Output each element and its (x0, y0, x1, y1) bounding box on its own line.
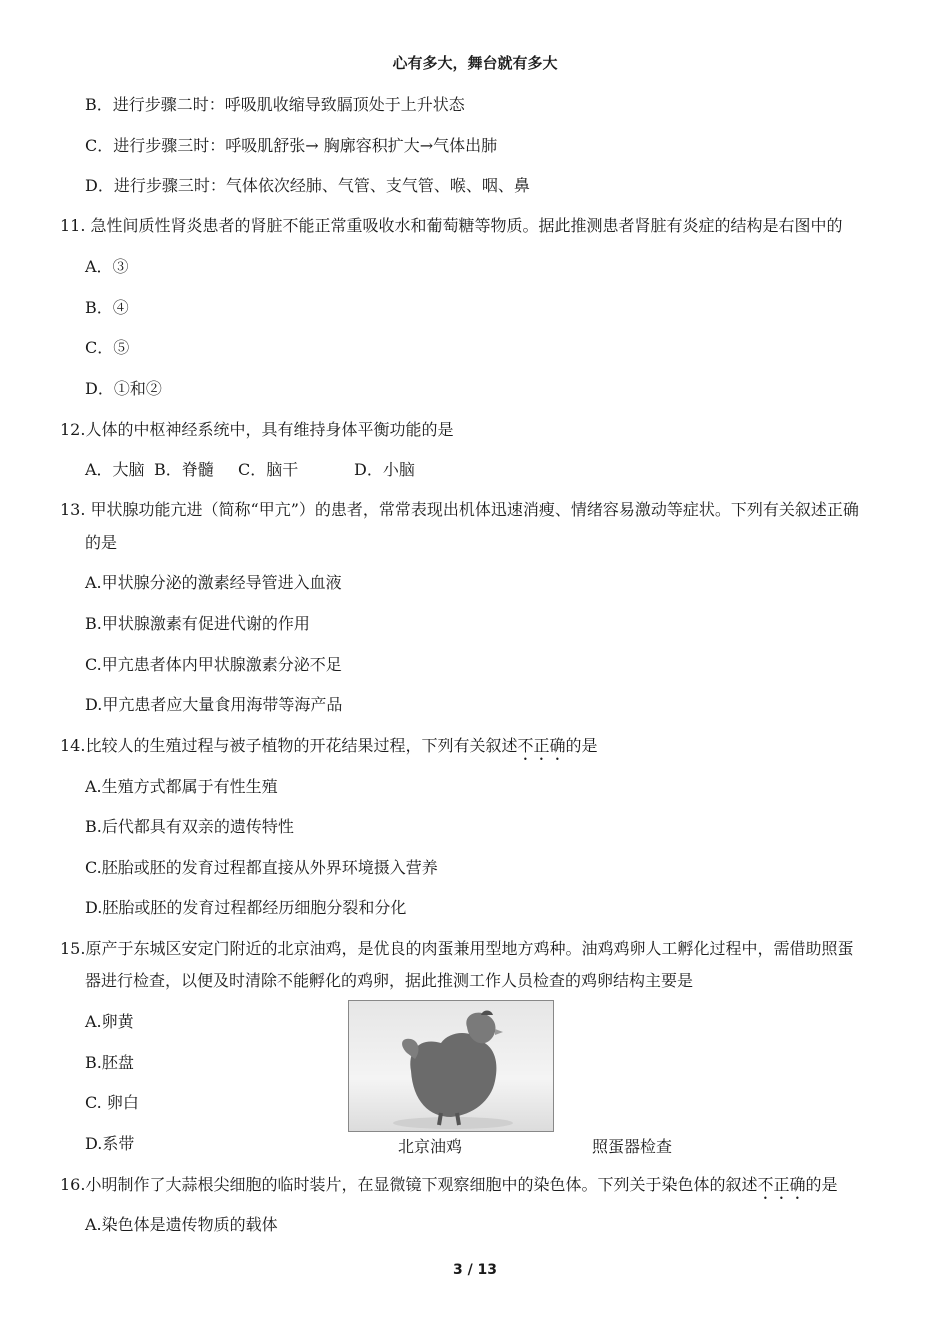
chicken-illustration (349, 1001, 553, 1131)
chicken-caption: 北京油鸡 (398, 1137, 463, 1156)
q10-option-b: B．进行步骤二时：呼吸肌收缩导致膈顶处于上升状态 (85, 95, 465, 114)
q12-stem: 12.人体的中枢神经系统中，具有维持身体平衡功能的是 (60, 420, 454, 439)
q15-option-c: C. 卵白 (85, 1093, 139, 1112)
q13-stem-line2: 的是 (85, 533, 118, 552)
q12-option-a: A．大脑 (85, 460, 145, 479)
q15-option-d: D.系带 (85, 1134, 135, 1153)
q15-option-b: B.胚盘 (85, 1053, 134, 1072)
q11-option-d: D．①和② (85, 379, 162, 398)
q14-stem-post: 的是 (565, 736, 598, 755)
q11-stem: 11. 急性间质性肾炎患者的肾脏不能正常重吸收水和葡萄糖等物质。据此推测患者肾脏有炎症的结构是右图中的 (60, 216, 843, 235)
q14-stem-pre: 14.比较人的生殖过程与被子植物的开花结果过程，下列有关叙述 (60, 736, 518, 755)
q14-stem-emphasis: 不正确 (517, 736, 566, 755)
q11-option-c: C．⑤ (85, 338, 130, 357)
q13-option-d: D.甲亢患者应大量食用海带等海产品 (85, 695, 343, 714)
q15-option-a: A.卵黄 (85, 1012, 134, 1031)
page-number: 3 / 13 (452, 1262, 498, 1278)
q12-option-d: D．小脑 (354, 460, 415, 479)
q13-option-b: B.甲状腺激素有促进代谢的作用 (85, 614, 310, 633)
q10-option-d: D．进行步骤三时：气体依次经肺、气管、支气管、喉、咽、鼻 (85, 176, 530, 195)
q16-stem-emphasis: 不正确 (757, 1175, 806, 1194)
q13-option-a: A.甲状腺分泌的激素经导管进入血液 (85, 573, 342, 592)
q13-option-c: C.甲亢患者体内甲状腺激素分泌不足 (85, 655, 342, 674)
q10-option-c: C．进行步骤三时：呼吸肌舒张→ 胸廓容积扩大→气体出肺 (85, 136, 498, 155)
q14-option-c: C.胚胎或胚的发育过程都直接从外界环境摄入营养 (85, 858, 438, 877)
q14-stem (60, 735, 597, 764)
q14-option-b: B.后代都具有双亲的遗传特性 (85, 817, 294, 836)
chicken-photo (348, 1000, 554, 1132)
q11-option-a: A．③ (85, 257, 129, 276)
q11-option-b: B．④ (85, 298, 129, 317)
q14-option-d: D.胚胎或胚的发育过程都经历细胞分裂和分化 (85, 898, 407, 917)
q16-stem-pre: 16.小明制作了大蒜根尖细胞的临时装片，在显微镜下观察细胞中的染色体。下列关于染色体的叙述 (60, 1175, 758, 1194)
q12-option-b: B．脊髓 (154, 460, 214, 479)
q14-option-a: A.生殖方式都属于有性生殖 (85, 777, 278, 796)
q15-stem-line2: 器进行检查，以便及时清除不能孵化的鸡卵，据此推测工作人员检查的鸡卵结构主要是 (85, 971, 694, 990)
page-header: 心有多大，舞台就有多大 (392, 54, 558, 72)
q16-stem-post: 的是 (805, 1175, 838, 1194)
q12-option-c: C．脑干 (238, 460, 299, 479)
q16-stem (60, 1174, 837, 1203)
q13-stem-line1: 13. 甲状腺功能亢进（简称“甲亢”）的患者，常常表现出机体迅速消瘦、情绪容易激动等症状。下列有关叙述正确 (60, 500, 859, 519)
q16-option-a: A.染色体是遗传物质的载体 (85, 1215, 278, 1234)
egg-candler-caption: 照蛋器检查 (592, 1137, 673, 1156)
q15-stem-line1: 15.原产于东城区安定门附近的北京油鸡，是优良的肉蛋兼用型地方鸡种。油鸡鸡卵人工孵化过程中，需借助照蛋 (60, 939, 854, 958)
